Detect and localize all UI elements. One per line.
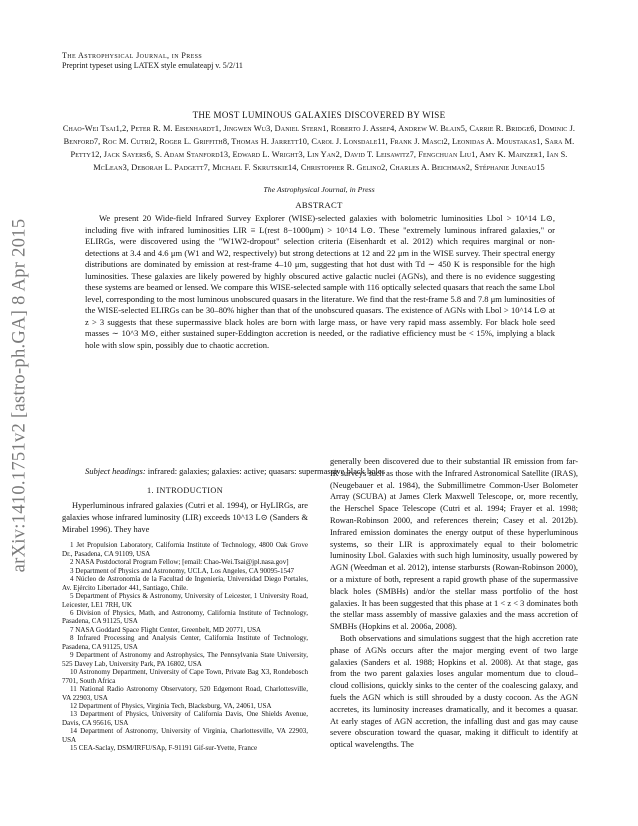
- abstract-body: We present 20 Wide-field Infrared Survey Explorer (WISE)-selected galaxies with bolometric luminosities Lbol > 10^14 L⊙, including five with infrared luminosities LIR ≡ L(rest 8−1000μm) > 10^14 L⊙. These "extremely luminous infrared galaxies," or ELIRGs, were discovered using the "W1W2-dropout" selection criteria (Eisenhardt et al. 2012) which requires marginal or non-detections at 3.4 and 4.6 μm (W1 and W2, respectively) but strong detections at 12 and 22 μm in the WISE survey. Their spectral energy distributions are dominated by emission at rest-frame 4–10 μm, suggesting that hot dust with Td ∼ 450 K is responsible for the high luminosities. These galaxies are likely powered by highly obscured active galactic nuclei (AGNs), and there is no evidence suggesting these systems are beamed or lensed. We compare this WISE-selected sample with 116 optically selected quasars that reach the same Lbol level, corresponding to the most luminous unobscured quasars in the literature. We find that the rest-frame 5.8 and 7.8 μm luminosities of the WISE-selected ELIRGs can be 30–80% higher than that of the unobscured quasars. The existence of AGNs with Lbol > 10^14 L⊙ at z > 3 suggests that these supermassive black holes are born with large mass, or have very rapid mass assembly. For black hole seed masses ∼ 10^3 M⊙, either sustained super-Eddington accretion is needed, or the radiative efficiency must be < 15%, implying a black hole with slow spin, possibly due to chaotic accretion.: [85, 213, 555, 351]
- footnote: 2 NASA Postdoctoral Program Fellow; [email: Chao-Wei.Tsai@jpl.nasa.gov]: [70, 558, 289, 567]
- introduction-paragraph-2: Both observations and simulations suggest that the high accretion rate phase of AGNs occurs after the major merging event of two large galaxies (Sanders et al. 1988; Hopkins et al. 2008). At that stage, gas from the two parent galaxies loses angular momentum due to cloud–cloud collisions, quickly sinks to the center of the coalescing galaxy, and fuels the AGN which is still shrouded by a dusty cocoon. As the AGN accretes, its luminosity increases dramatically, and it becomes a quasar. At early stages of AGN accretion, the infalling dust and gas may cause severe obscuration toward the quasar, making it difficult to identify at optical wavelengths. The: [330, 633, 578, 750]
- running-header: [62, 51, 243, 71]
- footnote: 7 NASA Goddard Space Flight Center, Greenbelt, MD 20771, USA: [70, 625, 262, 634]
- footnote: 3 Department of Physics and Astronomy, UCLA, Los Angeles, CA 90095-1547: [70, 566, 295, 575]
- footnote: 5 Department of Physics & Astronomy, University of Leicester, 1 University Road, Leicester, LE1 7RH, UK: [62, 592, 308, 609]
- introduction-heading: 1. INTRODUCTION: [146, 486, 224, 495]
- footnote: 1 Jet Propulsion Laboratory, California Institute of Technology, 4800 Oak Grove Dr., Pasadena, CA 91109, USA: [62, 541, 308, 558]
- author-list: Chao-Wei Tsai1,2, Peter R. M. Eisenhardt1, Jingwen Wu3, Daniel Stern1, Roberto J. Assef4, Andrew W. Blain5, Carrie R. Bridge6, Dominic J. Benford7, Roc M. Cutri2, Roger L. Griffith8, Thomas H. Jarrett10, Carol J. Lonsdale11, Frank J. Masci2, Leonidas A. Moustakas1, Sara M. Petty12, Jack Sayers6, S. Adam Stanford13, Edward L. Wright3, Lin Yan2, David T. Leisawitz7, Fengchuan Liu1, Amy K. Mainzer1, Ian S. McLean3, Deborah L. Padgett7, Michael F. Skrutskie14, Christopher R. Gelino2, Charles A. Beichman2, Stéphanie Juneau15: [62, 124, 576, 172]
- left-column: [62, 486, 308, 753]
- affiliation-footnotes: [62, 541, 308, 752]
- subject-headings-text: infrared: galaxies; galaxies: active; quasars: supermassive black holes: [147, 466, 386, 476]
- journal-name: The Astrophysical Journal, in Press: [62, 51, 203, 60]
- preprint-note: Preprint typeset using LATEX style emulateapj v. 5/2/11: [62, 61, 243, 70]
- footnote: 12 Department of Physics, Virginia Tech, Blacksburg, VA, 24061, USA: [70, 702, 272, 710]
- footnote: 14 Department of Astronomy, University of Virginia, Charlottesville, VA 22903, USA: [62, 727, 308, 744]
- footnote: 15 CEA-Saclay, DSM/IRFU/SAp, F-91191 Gif-sur-Yvette, France: [70, 744, 258, 753]
- introduction-paragraph-continued: generally been discovered due to their substantial IR emission from far-IR surveys such as those with the Infrared Astronomical Satellite (IRAS), (Neugebauer et al. 1984), the Submillimetre Common-User Bolometer Array (SCUBA) at James Clerk Maxwell Telescope, or, more recently, the Herschel Space Telescope (Cutri et al. 1994; Frayer et al. 1998; Rowan-Robinson 2000, and references therein; Casey et al. 2012b). Infrared emission dominates the energy output of these hyperluminous systems, so their LIR is approximately equal to their bolometric luminosity Lbol. Galaxies with such high luminosity, usually powered by AGN (Weedman et al. 2012), intense starbursts (Rowan-Robinson 2000), or a mixture of both, represent a rapid growth phase of the supermassive black holes (SMBHs) and/or the stellar mass portfolio of the host galaxies. It has been suggested that this phase at 1 < z < 3 dominates both the stellar mass assembly of massive galaxies and the mass accretion of SMBHs (Hopkins et al. 2006a, 2008).: [330, 457, 578, 632]
- abstract-heading: ABSTRACT: [295, 200, 343, 210]
- footnote: 9 Department of Astronomy and Astrophysics, The Pennsylvania State University, 525 Davey Lab, University Park, PA 16802, USA: [62, 651, 308, 668]
- footnote: 6 Division of Physics, Math, and Astronomy, California Institute of Technology, Pasadena, CA 91125, USA: [62, 609, 308, 626]
- arxiv-identifier-stamp: [0, 190, 40, 600]
- arxiv-identifier-text: arXiv:1410.1751v2 [astro-ph.GA] 8 Apr 2015: [9, 218, 30, 572]
- right-column: [330, 456, 578, 751]
- paper-title: THE MOST LUMINOUS GALAXIES DISCOVERED BY WISE: [192, 110, 446, 120]
- journal-status: The Astrophysical Journal, in Press: [263, 185, 375, 194]
- footnote: 11 National Radio Astronomy Observatory, 520 Edgemont Road, Charlottesville, VA 22903, USA: [62, 685, 308, 702]
- footnote: 10 Astronomy Department, University of Cape Town, Private Bag X3, Rondebosch 7701, South Africa: [62, 668, 308, 685]
- introduction-paragraph: Hyperluminous infrared galaxies (Cutri et al. 1994), or HyLIRGs, are galaxies whose infrared luminosity (LIR) exceeds 10^13 L⊙ (Sanders & Mirabel 1996). They have: [62, 501, 308, 534]
- subject-headings-label: Subject headings:: [85, 466, 146, 476]
- footnote: 13 Department of Physics, University of California Davis, One Shields Avenue, Davis, CA 95616, USA: [62, 710, 308, 727]
- footnote: 8 Infrared Processing and Analysis Center, California Institute of Technology, Pasadena, CA 91125, USA: [62, 634, 308, 651]
- footnote: 4 Núcleo de Astronomía de la Facultad de Ingeniería, Universidad Diego Portales, Av. Ejército Libertador 441, Santiago, Chile.: [62, 575, 308, 592]
